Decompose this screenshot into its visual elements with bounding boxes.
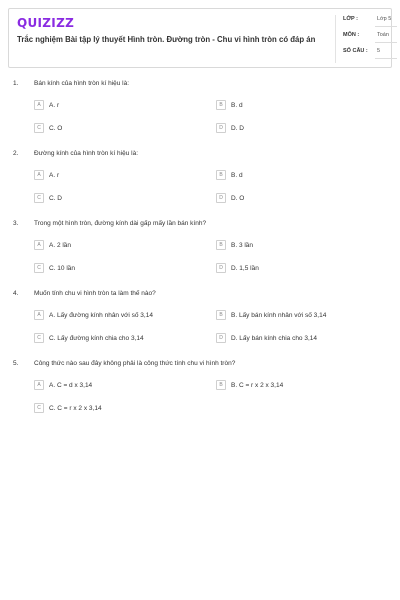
option-a-box[interactable]: A [34, 380, 44, 390]
option-c[interactable] [34, 193, 204, 204]
option-d-box[interactable]: D [216, 263, 226, 273]
option-b-text: B. d [231, 171, 243, 179]
question-text: Muốn tính chu vi hình tròn ta làm thế nào? [34, 290, 156, 297]
meta-count-label: SỐ CÂU : [343, 48, 368, 54]
meta-grade [343, 14, 395, 28]
option-d[interactable] [216, 333, 386, 344]
meta-grade-value: Lớp 5 [377, 16, 392, 22]
meta-subject [343, 30, 395, 44]
option-a-box[interactable]: A [34, 240, 44, 250]
option-a-text: A. Lấy đường kính nhân với số 3,14 [49, 311, 153, 319]
option-d[interactable] [216, 193, 386, 204]
worksheet-header [8, 8, 392, 68]
option-c-text: C. O [49, 124, 63, 132]
option-d[interactable] [216, 123, 386, 134]
option-a[interactable] [34, 170, 204, 181]
option-c[interactable] [34, 263, 204, 274]
option-b-text: B. Lấy bán kính nhân với số 3,14 [231, 311, 327, 319]
option-b-text: B. d [231, 101, 243, 109]
question-number: 1. [13, 80, 19, 87]
option-d-text: D. Lấy bán kính chia cho 3,14 [231, 334, 318, 342]
option-c[interactable] [34, 333, 204, 344]
question-2 [0, 150, 400, 210]
option-a[interactable] [34, 100, 204, 111]
quizizz-logo: QUIZIZZ [17, 16, 75, 30]
question-text: Trong một hình tròn, đường kính dài gấp mấy lần bán kính? [34, 220, 207, 227]
option-a-box[interactable]: A [34, 100, 44, 110]
option-c-box[interactable]: C [34, 193, 44, 203]
option-c-text: C. 10 lần [49, 264, 76, 272]
option-a-box[interactable]: A [34, 310, 44, 320]
option-b-text: B. 3 lần [231, 241, 254, 249]
question-number: 4. [13, 290, 19, 297]
option-b[interactable] [216, 100, 386, 111]
option-a[interactable] [34, 310, 204, 321]
option-b[interactable] [216, 380, 386, 391]
option-d-box[interactable]: D [216, 333, 226, 343]
question-text: Bán kính của hình tròn kí hiệu là: [34, 80, 130, 87]
option-b[interactable] [216, 310, 386, 321]
option-a[interactable] [34, 380, 204, 391]
option-d-text: D. D [231, 124, 244, 132]
question-number: 5. [13, 360, 19, 367]
option-b-box[interactable]: B [216, 380, 226, 390]
option-d-box[interactable]: D [216, 123, 226, 133]
option-c-box[interactable]: C [34, 123, 44, 133]
option-b-box[interactable]: B [216, 240, 226, 250]
question-3 [0, 220, 400, 280]
option-c-text: C. Lấy đường kính chia cho 3,14 [49, 334, 144, 342]
meta-count-value: 5 [377, 48, 381, 54]
question-1 [0, 80, 400, 140]
question-4 [0, 290, 400, 350]
option-a-text: A. 2 lần [49, 241, 72, 249]
option-c[interactable] [34, 123, 204, 134]
meta-subject-label: MÔN : [343, 32, 360, 38]
question-text: Đường kính của hình tròn kí hiệu là: [34, 150, 139, 157]
option-c-text: C. C = r x 2 x 3,14 [49, 404, 102, 412]
option-b-text: B. C = r x 2 x 3,14 [231, 381, 284, 389]
option-d-box[interactable]: D [216, 193, 226, 203]
question-5 [0, 360, 400, 420]
meta-subject-underline [375, 42, 397, 43]
option-b-box[interactable]: B [216, 100, 226, 110]
option-a-text: A. C = d x 3,14 [49, 381, 93, 389]
worksheet-title: Trắc nghiệm Bài tập lý thuyết Hình tròn. Đường tròn - Chu vi hình tròn có đáp án [17, 35, 316, 44]
meta-count-underline [375, 58, 397, 59]
option-c-box[interactable]: C [34, 403, 44, 413]
option-d-text: D. 1,5 lần [231, 264, 259, 272]
question-text: Công thức nào sau đây không phải là công thức tính chu vi hình tròn? [34, 360, 236, 367]
meta-grade-underline [375, 26, 397, 27]
option-d[interactable] [216, 263, 386, 274]
header-divider [335, 15, 336, 63]
question-number: 3. [13, 220, 19, 227]
option-c-text: C. D [49, 194, 62, 202]
option-b[interactable] [216, 170, 386, 181]
option-b-box[interactable]: B [216, 170, 226, 180]
option-b[interactable] [216, 240, 386, 251]
option-d-text: D. O [231, 194, 245, 202]
option-b-box[interactable]: B [216, 310, 226, 320]
option-c[interactable] [34, 403, 204, 414]
question-number: 2. [13, 150, 19, 157]
meta-count [343, 46, 395, 60]
option-a-box[interactable]: A [34, 170, 44, 180]
option-a-text: A. r [49, 101, 60, 109]
option-c-box[interactable]: C [34, 263, 44, 273]
option-a[interactable] [34, 240, 204, 251]
meta-subject-value: Toán [377, 32, 389, 38]
option-a-text: A. r [49, 171, 60, 179]
option-c-box[interactable]: C [34, 333, 44, 343]
meta-grade-label: LỚP : [343, 16, 358, 22]
